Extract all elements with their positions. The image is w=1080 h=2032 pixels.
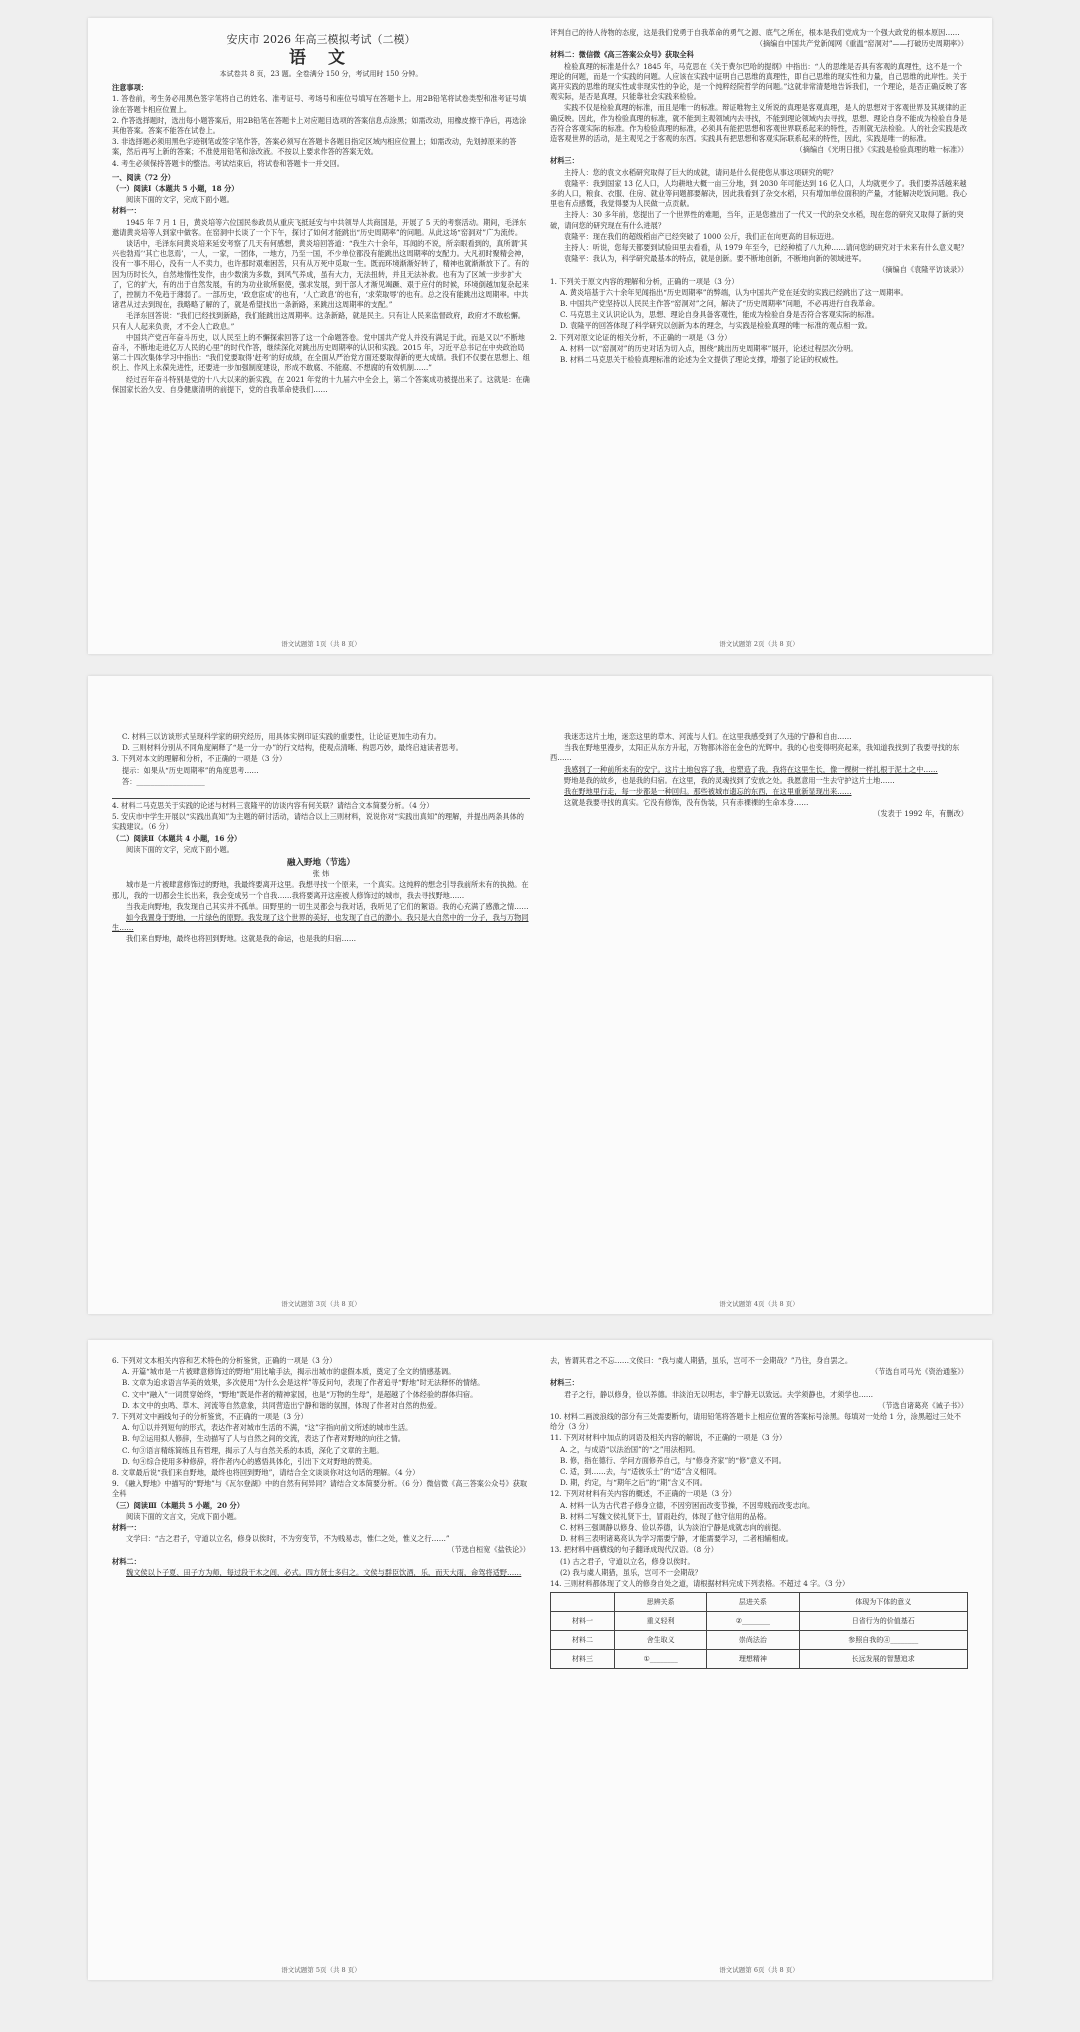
notice-item: 1. 答卷前，考生务必用黑色签字笔将自己的姓名、准考证号、考场号和座位号填写在答题卡上。用2B铅笔将试卷类型和准考证号填涂在答题卡相应位置上。 (112, 94, 527, 114)
question-option: C. 适，到……去，与“适彼乐土”的“适”含义相同。 (560, 1467, 722, 1477)
question: 10. 材料二画波浪线的部分有三处需要断句，请用铅笔将答题卡上相应位置的答案标号涂黑。每填对一处给 1 分，涂黑超过三处不给分（3 分） (550, 1412, 961, 1432)
notice-item: 4. 考生必须保持答题卡的整洁。考试结束后，将试卷和答题卡一并交回。 (112, 158, 344, 168)
table-row (551, 1650, 968, 1669)
table-header-cell (551, 1593, 615, 1612)
notice-heading: 注意事项： (112, 83, 148, 93)
paragraph: 主持人：听说，您每天都要到试验田里去看看，从 1979 年至今，已经种植了八九种……请问您的研究对于未来有什么意义呢？ (564, 243, 968, 253)
table-cell: 材料二 (551, 1631, 615, 1650)
page-4 (550, 732, 968, 1314)
paragraph: 主持人：您的袁文水稻研究取得了巨大的成就，请问是什么促使您从事这项研究的呢？ (564, 167, 838, 177)
material-label: 材料二：微信微《高三答案公众号》获取全科 (550, 50, 694, 60)
question-option: D. 三则材料分别从不同角度阐释了“是一分一办”的行文结构，使观点清晰、构思巧妙，最终启迪读者思考。 (122, 743, 463, 753)
question: 1. 下列关于原文内容的理解和分析，正确的一项是（3 分） (550, 276, 739, 286)
classical-text: 魏文侯以卜子夏、田子方为师，每过段干木之闾，必式。四方贤士多归之。文侯与群臣饮酒，乐，而天大雨，命驾将适野…… (126, 1567, 522, 1577)
question-hint: 提示：如果从“历史周期率”的角度思考…… (122, 765, 259, 775)
question-option: B. 文章为追求语言华美的效果，多次使用“为什么会是这样”等反问句，表现了作者追寻“野地”时无法释怀的情绪。 (122, 1378, 485, 1388)
page-6 (550, 1356, 968, 1980)
question-option: C. 材料三强调静以修身、俭以养德，认为淡泊宁静是成就志向的前提。 (560, 1523, 786, 1533)
question: 5. 安庆市中学生开展以“实践出真知”为主题的研讨活动，请结合以上三则材料，说说你对“实践出真知”的理解，并提出两条具体的实践建议。（6 分） (112, 812, 524, 832)
question: 6. 下列对文本相关内容和艺术特色的分析鉴赏，正确的一项是（3 分） (112, 1356, 337, 1365)
question: 3. 下列对本文的理解和分析，不正确的一项是（3 分） (112, 754, 287, 764)
translation-item: (2) 我与虞人期猎，虽乐，岂可不一会期哉？ (560, 1567, 702, 1577)
question-option: B. 修，指在德行、学问方面修养自己，与“修身齐家”的“修”意义不同。 (560, 1455, 786, 1465)
source-note: （摘编自中国共产党新闻网《重温“窑洞对”——打破历史周期率》） (755, 39, 968, 49)
material-label: 材料一： (112, 206, 141, 216)
material-label: 材料三： (550, 1378, 579, 1388)
story-paragraph: 野地是我的故乡，也是我的归宿。在这里，我的灵魂找到了安放之处。我愿意用一生去守护这片土地…… (564, 775, 895, 785)
question-option: B. 中国共产党坚持以人民民主作答“窑洞对”之问，解决了“历史周期率”问题，不必再进行自我革命。 (560, 299, 880, 309)
source-note: （节选自诸葛亮《诫子书》） (878, 1400, 968, 1410)
table-cell: 材料一 (551, 1612, 615, 1631)
exam-sheet-3 (88, 1340, 992, 1980)
page-footer: 语文试题第 3页（共 8 页） (281, 1300, 361, 1308)
question-option: B. 材料二写魏文侯礼贤下士，冒雨赴约，体现了他守信用的品格。 (560, 1511, 772, 1521)
page-3 (112, 732, 530, 1314)
table-cell: 日省行为的价值基石 (799, 1612, 967, 1631)
story-paragraph: 当我在野地里漫步，太阳正从东方升起，万物都沐浴在金色的光辉中。我的心也变得明亮起来，我知道我找到了我要寻找的东西…… (550, 743, 960, 763)
page-2 (550, 28, 968, 654)
exam-sheet-2 (88, 676, 992, 1314)
question: 2. 下列对原文论证的相关分析，不正确的一项是（3 分） (550, 332, 732, 342)
story-paragraph: 当我走向野地，我发现自己其实并不孤单。田野里的一切生灵都会与我对话，我听见了它们的絮语。我的心充满了感激之情…… (126, 901, 529, 911)
story-paragraph: 我迷恋这片土地，迷恋这里的草木、河流与人们。在这里我感受到了久违的宁静和自由…… (564, 732, 852, 741)
question-option: A. 材料一认为古代君子修身立德，不因穷困而改变节操，不因卑贱而改变志向。 (560, 1500, 815, 1510)
question-option: A. 句①以并列短句的形式，表达作者对城市生活的不满，“这”字指向前文所述的城市生活。 (122, 1423, 413, 1433)
material-label: 材料三： (550, 156, 579, 166)
question-option: A. 开篇“城市是一片被肆意修饰过的野地”用比喻手法，揭示出城市的虚假本质，奠定了全文的情感基调。 (122, 1367, 456, 1377)
classical-text: 君子之行，静以修身，俭以养德。非淡泊无以明志，非宁静无以致远。夫学须静也，才须学也…… (564, 1389, 874, 1399)
question-option: C. 马克思主义认识论认为，思想、理论自身具备客观性，能成为检验自身是否符合客观实际的标准。 (560, 310, 879, 320)
source-note: （节选自桓宽《盐铁论》） (447, 1545, 530, 1555)
question-option: C. 材料三以访谈形式呈现科学家的研究经历，用具体实例印证实践的重要性，让论证更加生动有力。 (122, 732, 441, 741)
page-footer: 语文试题第 6页（共 8 页） (719, 1966, 799, 1974)
paragraph: 主持人：30 多年前，您提出了一个世界性的难题，当年，正是您推出了一代又一代的杂交水稻，现在您的研究又取得了新的突破，请问您的研究现在有什么进展？ (550, 210, 964, 230)
story-paragraph: 我在野地里行走，每一步都是一种回归。那些被城市遗忘的东西，在这里重新显现出来…… (564, 787, 852, 797)
source-note: （发表于 1992 年，有删改） (873, 809, 968, 819)
table-cell: 参照自我的④________ (799, 1631, 967, 1650)
question: 4. 材料二马克思关于实践的论述与材料三袁隆平的访谈内容有何关联？请结合文本简要分析。（4 分） (112, 801, 434, 811)
paragraph: 中国共产党百年奋斗历史，以人民至上的不懈探索回答了这一个命题答卷。党中国共产党人并没有满足于此，而是又以“不断地奋斗，不断地走进亿万人民的心里”的时代作答，继续深化对跳出历史周期率的认识和实践。2015 年，习近平总书记在中央政治局第二十四次集体学习中指出：“我们党要取得‘赶考’的好成绩，在全面从严治党方面还要取得新的更大成绩。我们不仅要在思想上、组织上、作风上永葆先进性，还要进一步加强制度建设，形成不敢腐、不能腐、不想腐的有效机制……” (112, 332, 530, 373)
question-option: A. 之，与成语“以法治国”的“之”用法相同。 (560, 1444, 700, 1454)
subsection-heading: （二）阅读Ⅱ（本题共 4 小题，16 分） (112, 833, 242, 843)
story-paragraph: 如今我置身于野地，一片绿色的原野。我发现了这个世界的美好，也发现了自己的渺小。我只是大自然中的一分子，我与万物同生…… (112, 913, 529, 933)
source-note: （摘编自《袁隆平访谈录》） (878, 265, 968, 275)
answer-table (550, 1592, 968, 1669)
paragraph: 检验真理的标准是什么？1845 年，马克思在《关于费尔巴哈的提纲》中指出：“人的思维是否具有客观的真理性，这不是一个理论的问题，而是一个实践的问题。人应该在实践中证明自己思维的真理性，即自己思维的现实性和力量，自己思维的此岸性。关于离开实践的思维的现实性或非现实性的争论，是一个纯粹经院哲学的问题。”这就非常清楚地告诉我们，一个理论，是否正确反映了客观实际，是否是真理，只能靠社会实践来检验。 (550, 61, 967, 102)
subject-title: 语 文 (289, 48, 353, 68)
classical-text: 去，皆谓其君之不忘……文侯曰：“我与虞人期猎，虽乐，岂可不一会期哉？”乃往，身自罢之。 (550, 1356, 853, 1365)
page-footer: 语文试题第 2页（共 8 页） (719, 640, 799, 648)
section-heading: 一、阅读（72 分） (112, 172, 175, 182)
question: 12. 下列对材料有关内容的概述，不正确的一项是（3 分） (550, 1489, 736, 1499)
question-option: D. 期，约定，与“期年之后”的“期”含义不同。 (560, 1478, 707, 1488)
question: 11. 下列对材料中加点的词语及相关内容的解说，不正确的一项是（3 分） (550, 1433, 787, 1443)
question-option: D. 材料三表明诸葛亮认为学习需要宁静，才能需要学习，二者相辅相成。 (560, 1534, 793, 1544)
translation-item: (1) 古之君子，守道以立名，修身以俟时。 (560, 1556, 695, 1566)
exam-title: 安庆市 2026 年高三模拟考试（二模） (226, 33, 416, 46)
question-option: B. 句②运用拟人修辞，生动描写了人与自然之间的交流，表达了作者对野地的向往之情。 (122, 1434, 405, 1444)
question: 13. 把材料中画横线的句子翻译成现代汉语。（8 分） (550, 1545, 718, 1555)
paragraph: 评判自己的待人待物的态度，这是我们党勇于自我革命的勇气之源、底气之所在，根本是我们党成为一个强大政党的根本原因…… (550, 28, 960, 37)
source-note: （摘编自《光明日报》《实践是检验真理的唯一标准》） (795, 145, 968, 155)
paragraph: 袁隆平：我到国家 13 亿人口，人均耕地大概一亩三分地，到 2030 年可能达到 16 亿人口，人均就更少了。我们要养活越来越多的人口，粮食、衣服、住房、就业等问题都要解决，因此我看到了杂交水稻，只有增加单位面积的产量，才能解决吃饭问题。我心里也有点感慨，我觉得要为人民做一点贡献。 (550, 178, 967, 209)
question-option: D. 句④综合使用多种修辞，将作者内心的感悟具体化，引出下文对野地的赞美。 (122, 1456, 377, 1466)
table-cell: 重义轻利 (614, 1612, 706, 1631)
story-title: 融入野地（节选） (286, 858, 355, 869)
exam-meta: 本试卷共 8 页，23 题。全卷满分 150 分，考试用时 150 分钟。 (219, 70, 423, 78)
table-header-cell: 体现为下体的意义 (799, 1593, 967, 1612)
question-option: B. 材料二马克思关于检验真理标准的论述为全文提供了理论支撑，增强了论证的权威性。 (560, 355, 843, 365)
table-cell: 理想精神 (707, 1650, 799, 1669)
table-cell: ②________ (707, 1612, 799, 1631)
question: 9. 《融入野地》中描写的“野地”与《瓦尔登湖》中的自然有何异同？请结合文本简要分析。（6 分）微信微《高三答案公众号》获取全科 (112, 1479, 528, 1499)
page-5 (112, 1356, 530, 1980)
story-author: 张 炜 (312, 869, 330, 879)
table-header-cell: 层进关系 (707, 1593, 799, 1612)
paragraph: 1945 年 7 月 1 日，黄炎培等六位国民参政员从重庆飞抵延安与中共领导人共商国是，开展了 5 天的考察活动。期间，毛泽东邀请黄炎培等人到家中做客。在窑洞中长谈了一个下午，探讨了如何才能跳出“历史周期率”的问题。从此这场“窑洞对”广为流传。 (112, 217, 527, 237)
answer-line: 答：___________________ (122, 776, 205, 786)
question-option: D. 袁隆平的回答体现了科学研究以创新为本的理念，与实践是检验真理的唯一标准的观点相一致。 (560, 321, 872, 331)
story-paragraph: 这就是我要寻找的真实。它没有修饰，没有伪装，只有赤裸裸的生命本身…… (564, 798, 809, 808)
classical-text: 文学曰：“古之君子，守道以立名，修身以俟时，不为穷变节，不为贱易志，惟仁之处，惟义之行……” (126, 1534, 450, 1544)
question: 7. 下列对文中画线句子的分析鉴赏，不正确的一项是（3 分） (112, 1412, 308, 1422)
instruction: 阅读下面的文字，完成下面小题。 (126, 195, 234, 205)
paragraph: 袁隆平：我认为，科学研究最基本的特点，就是创新。要不断地创新，不断地向新的领域进军。 (564, 254, 866, 264)
notice-item: 2. 作答选择题时，选出每小题答案后，用2B铅笔在答题卡上对应题目选项的答案信息点涂黑；如需改动，用橡皮擦干净后，再选涂其他答案。答案不能答在试卷上。 (112, 115, 527, 136)
instruction: 阅读下面的文言文，完成下面小题。 (126, 1511, 242, 1521)
table-cell: 崇尚法治 (707, 1631, 799, 1650)
paragraph: 毛泽东回答说：“我们已经找到新路，我们能跳出这周期率。这条新路，就是民主。只有让人民来监督政府，政府才不敢松懈。只有人人起来负责，才不会人亡政息。” (112, 311, 525, 331)
paragraph: 谈话中，毛泽东问黄炎培来延安考察了几天有何感想，黄炎培回答道：“我生六十余年，耳闻的不说，所亲眼看到的，真所谓‘其兴也勃焉’‘其亡也忽焉’，一人，一家，一团体，一地方，乃至一国，不少单位都没有能跳出这周期率的支配力。大凡初时聚精会神，没有一事不用心，没有一人不卖力，也许那时艰难困苦，只有从万死中觅取一生。既而环境渐渐好转了，精神也就渐渐放下了。有的因为历时长久，自然地惰性发作，由少数演为多数，到风气养成，虽有大力，无法扭转，并且无法补救。也有为了区域一步步扩大了，它的扩大，有的出于自然发展，有的为功业欲所驱使，强求发展，到干部人才渐见竭蹶、艰于应付的时候，环境倒越加复杂起来了，控制力不免趋于薄弱了。一部历史，‘政怠宦成’的也有，‘人亡政息’的也有，‘求荣取辱’的也有。总之没有能跳出这周期率。中共诸君从过去到现在，我略略了解的了，就是希望找出一条新路，来跳出这周期率的支配。” (112, 239, 529, 310)
table-header-cell: 思辨关系 (614, 1593, 706, 1612)
question-option: C. 句③语言精练简练且有哲理，揭示了人与自然关系的本质，深化了文章的主题。 (122, 1445, 384, 1455)
table-row (551, 1612, 968, 1631)
story-paragraph: 我感到了一种前所未有的安宁。这片土地包容了我，也塑造了我。我将在这里生长，像一棵树一样扎根于泥土之中…… (564, 764, 938, 774)
answer-blank (112, 789, 530, 799)
paragraph: 实践不仅是检验真理的标准，而且是唯一的标准。辩证唯物主义所说的真理是客观真理，是人的思想对于客观世界及其规律的正确反映。因此，作为检验真理的标准，就不能到主观领域内去寻找，不能到理论领域内去寻找，思想、理论自身不能成为检验自身是否符合客观实际的标准。作为检验真理的标准，必须具有能把思想和客观世界联系起来的特性，否则就无法检验。人的社会实践是改造客观世界的活动，是主观见之于客观的东西。实践具有把思想和客观实际联系起来的特性，因此，实践是唯一的标准。 (550, 103, 967, 144)
instruction: 阅读下面的文字，完成下面小题。 (126, 844, 234, 854)
question-option: A. 材料一以“窑洞对”的历史对话为切入点，围绕“跳出历史周期率”展开，论述过程层次分明。 (560, 343, 858, 353)
page-footer: 语文试题第 4页（共 8 页） (719, 1300, 799, 1308)
question-option: D. 本文中的虫鸣、草木、河流等自然意象，共同营造出宁静和谐的氛围，体现了作者对自然的热爱。 (122, 1400, 442, 1410)
subsection-heading: （三）阅读Ⅲ（本题共 5 小题，20 分） (112, 1500, 244, 1510)
page-footer: 语文试题第 1页（共 8 页） (281, 640, 361, 648)
question: 8. 文章最后说“我们来自野地，最终也将回到野地”，请结合全文谈谈你对这句话的理解。（4 分） (112, 1468, 420, 1478)
story-paragraph: 我们来自野地，最终也将回到野地。这就是我的命运，也是我的归宿…… (126, 934, 357, 944)
paragraph: 袁隆平：现在我们的超级稻亩产已经突破了 1000 公斤，我们正在向更高的目标迈进。 (564, 231, 839, 241)
story-paragraph: 城市是一片被肆意修饰过的野地，我最终要离开这里。我想寻找一个原来，一个真实。这纯粹的想念引导我前所未有的执拗。在那儿，我的一切都会生长出来，我会变成另一个自我……我将要离开这座被人修饰过的城市，我去寻找野地…… (112, 880, 529, 900)
material-label: 材料一： (112, 1523, 141, 1533)
table-cell: 材料三 (551, 1650, 615, 1669)
paragraph: 经过百年奋斗特别是党的十八大以来的新实践，在 2021 年党的十九届六中全会上，第二个答案成功被提出来了。这就是：在确保国家长治久安、自身健康清明的前提下，党的自我革命使我们…… (112, 374, 530, 394)
question-option: A. 黄炎培基于六十余年见闻指出“历史周期率”的弊端，认为中国共产党在延安的实践已经跳出了这一周期率。 (560, 287, 908, 297)
question-option: C. 文中“融入”一词贯穿始终，“野地”既是作者的精神家园，也是“万物的生母”，是超越了个体经验的群体归宿。 (122, 1389, 478, 1399)
material-label: 材料二： (112, 1556, 141, 1566)
table-cell: ①________ (614, 1650, 706, 1669)
table-row (551, 1631, 968, 1650)
table-cell: 长远发展的智慧追求 (799, 1650, 967, 1669)
subsection-heading: （一）阅读Ⅰ（本题共 5 小题，18 分） (112, 184, 239, 194)
notice-item: 3. 非选择题必须用黑色字迹钢笔或签字笔作答，答案必须写在答题卡各题目指定区域内相应位置上；如需改动，先划掉原来的答案，然后再写上新的答案；不准使用铅笔和涂改液。不按以上要求作答的答案无效。 (112, 137, 517, 157)
exam-sheet-1 (88, 18, 992, 654)
table-header-row (551, 1593, 968, 1612)
question: 14. 三则材料都体现了文人的修身自处之道，请根据材料完成下列表格。不超过 4 字。（3 分） (550, 1579, 850, 1589)
page-footer: 语文试题第 5页（共 8 页） (281, 1966, 361, 1974)
table-cell: 舍生取义 (614, 1631, 706, 1650)
page-1 (112, 28, 530, 654)
source-note: （节选自司马光《资治通鉴》） (870, 1367, 968, 1377)
